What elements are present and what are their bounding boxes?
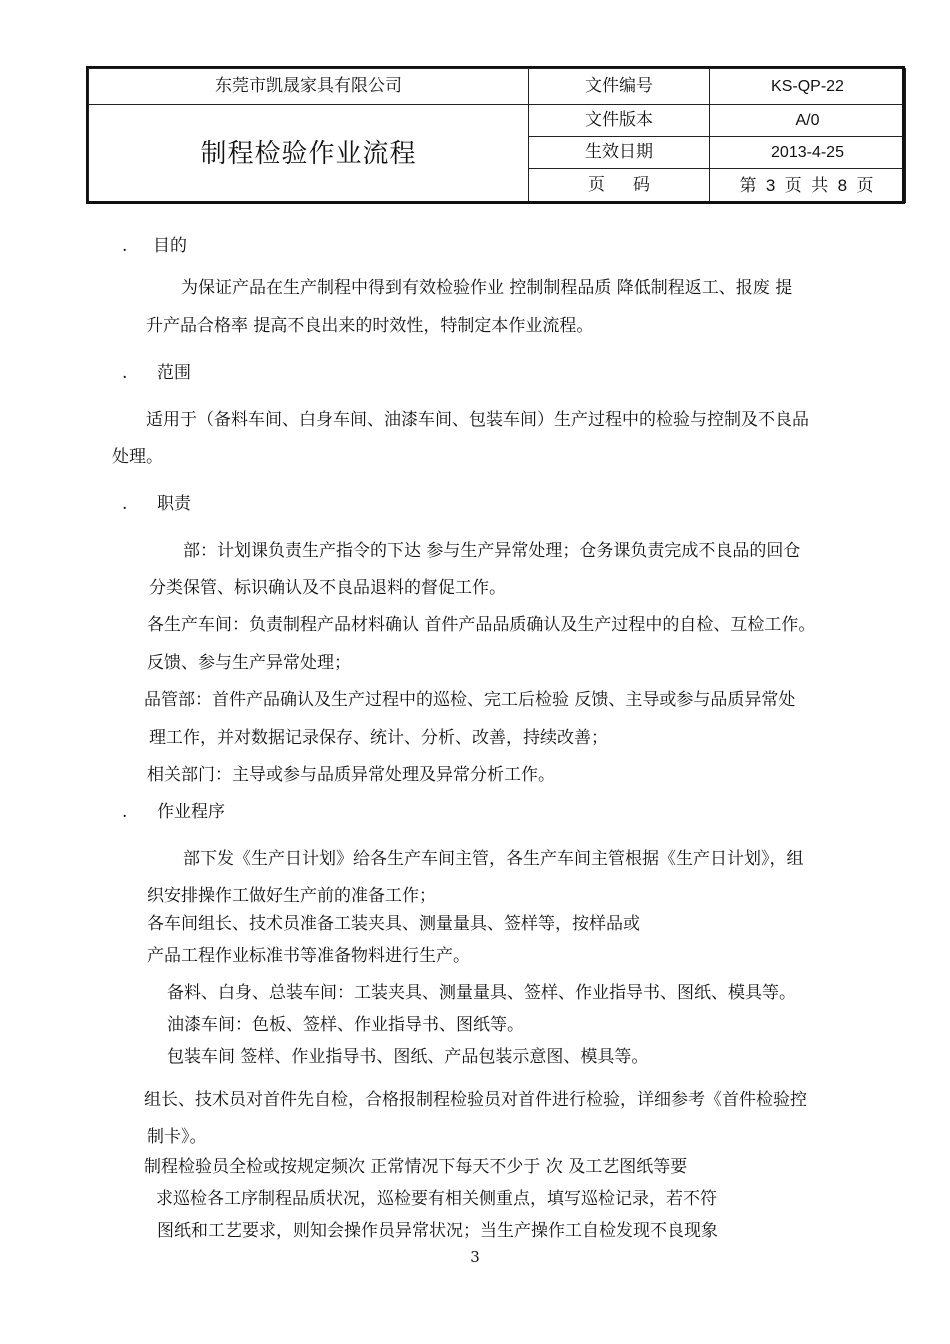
- procedure-prep-packing: 包装车间 签样、作业指导书、图纸、产品包装示意图、模具等。: [167, 1047, 649, 1067]
- doc-number-value: KS-QP-22: [710, 69, 906, 105]
- duty-planning-line-2: 分类保管、标识确认及不良品退料的督促工作。: [149, 578, 506, 598]
- procedure-prep-paint: 油漆车间：色板、签样、作业指导书、图纸等。: [167, 1015, 524, 1035]
- section-4-marker: .: [122, 802, 128, 822]
- procedure-plan-line-1: 部下发《生产日计划》给各生产车间主管，各生产车间主管根据《生产日计划》，组: [183, 849, 804, 869]
- procedure-patrol-line-1: 制程检验员全检或按规定频次 正常情况下每天不少于 次 及工艺图纸等要: [144, 1157, 688, 1177]
- company-name: 东莞市凯晟家具有限公司: [89, 69, 529, 105]
- duty-planning-line-1: 部：计划课负责生产指令的下达 参与生产异常处理；仓务课负责完成不良品的回仓: [183, 541, 801, 561]
- procedure-prep-line-2: 产品工程作业标准书等准备物料进行生产。: [147, 946, 470, 966]
- doc-version-value: A/0: [710, 105, 906, 137]
- document-title: 制程检验作业流程: [89, 105, 529, 203]
- duty-related-depts: 相关部门：主导或参与品质异常处理及异常分析工作。: [147, 765, 555, 785]
- section-1-heading: 目的: [153, 236, 187, 256]
- duty-workshop-line-1: 各生产车间：负责制程产品材料确认 首件产品品质确认及生产过程中的自检、互检工作。: [147, 615, 816, 635]
- section-4-heading: 作业程序: [157, 802, 225, 822]
- purpose-text-line-1: 为保证产品在生产制程中得到有效检验作业 控制制程品质 降低制程返工、报废 提: [181, 278, 793, 298]
- procedure-first-article-line-2: 制卡》。: [147, 1127, 207, 1147]
- procedure-prep-cutting: 备料、白身、总装车间：工装夹具、测量量具、签样、作业指导书、图纸、模具等。: [167, 983, 796, 1003]
- section-2-marker: .: [122, 363, 128, 383]
- purpose-text-line-2: 升产品合格率 提高不良出来的时效性，特制定本作业流程。: [146, 316, 594, 336]
- procedure-prep-line-1: 各车间组长、技术员准备工装夹具、测量量具、签样等，按样品或: [147, 914, 640, 934]
- scope-text-line-1: 适用于（备料车间、白身车间、油漆车间、包装车间）生产过程中的检验与控制及不良品: [146, 410, 809, 430]
- procedure-first-article-line-1: 组长、技术员对首件先自检，合格报制程检验员对首件进行检验，详细参考《首件检验控: [144, 1090, 807, 1110]
- duty-workshop-line-2: 反馈、参与生产异常处理；: [147, 653, 351, 673]
- section-2-heading: 范围: [157, 363, 191, 383]
- doc-version-label: 文件版本: [529, 105, 710, 137]
- duty-quality-line-1: 品管部：首件产品确认及生产过程中的巡检、完工后检验 反馈、主导或参与品质异常处: [144, 690, 796, 710]
- section-3-marker: .: [122, 494, 128, 514]
- page-count: 第 3 页 共 8 页: [710, 169, 906, 203]
- effective-date-label: 生效日期: [529, 137, 710, 169]
- procedure-patrol-line-2: 求巡检各工序制程品质状况，巡检要有相关侧重点，填写巡检记录，若不符: [156, 1189, 717, 1209]
- document-header-table: [88, 68, 906, 203]
- effective-date-value: 2013-4-25: [710, 137, 906, 169]
- procedure-patrol-line-3: 图纸和工艺要求，则知会操作员异常状况；当生产操作工自检发现不良现象: [157, 1221, 718, 1241]
- page-label: 页码: [529, 169, 710, 203]
- procedure-plan-line-2: 织安排操作工做好生产前的准备工作；: [147, 886, 436, 906]
- section-3-heading: 职责: [157, 494, 191, 514]
- scope-text-line-2: 处理。: [112, 447, 163, 467]
- page-number: 3: [470, 1248, 480, 1266]
- section-1-marker: .: [122, 236, 128, 256]
- doc-number-label: 文件编号: [529, 69, 710, 105]
- duty-quality-line-2: 理工作，并对数据记录保存、统计、分析、改善，持续改善；: [149, 728, 608, 748]
